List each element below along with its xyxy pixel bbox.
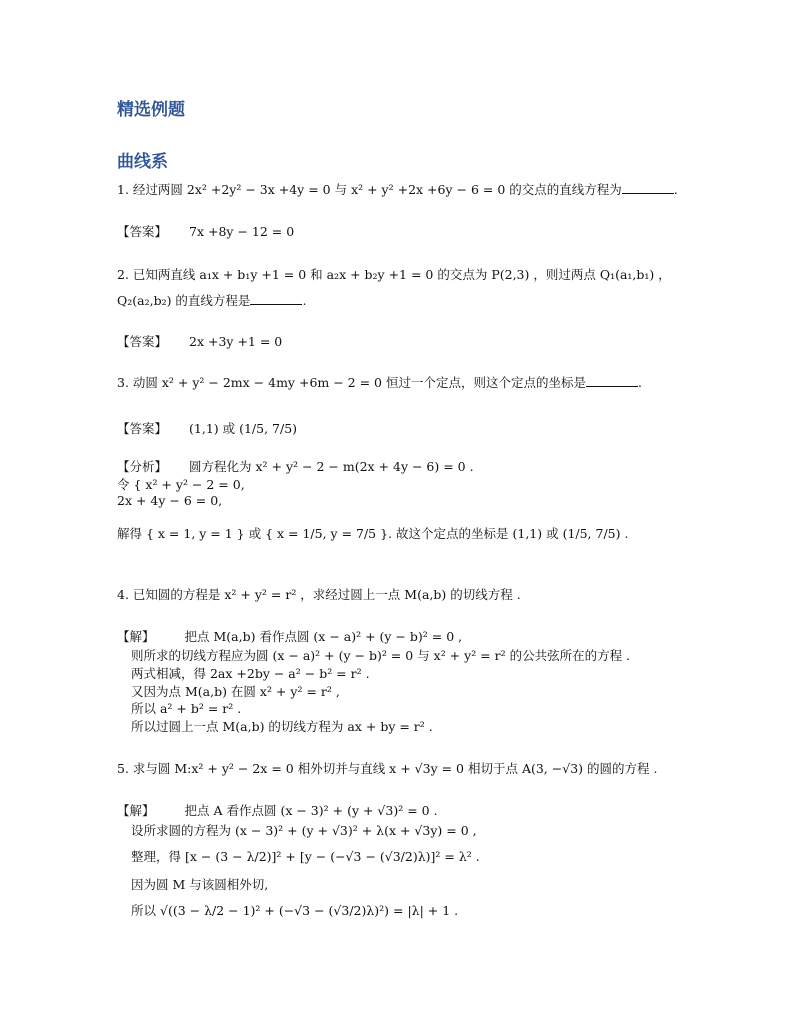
question-2-end: . — [302, 293, 307, 308]
analysis-3-line-4: 解得 { x = 1, y = 1 } 或 { x = 1/5, y = 7/5 }. 故这个定点的坐标是 (1,1) 或 (1/5, 7/5) . — [117, 526, 629, 541]
answer-label: 【答案】 — [117, 421, 168, 436]
solution-label: 【解】 — [117, 803, 155, 818]
solution-5-line-2: 设所求圆的方程为 (x − 3)² + (y + √3)² + λ(x + √3y) = 0 , — [131, 823, 477, 838]
solution-5-line-4: 因为圆 M 与该圆相外切, — [131, 877, 269, 892]
question-1-end: . — [673, 182, 678, 197]
question-4: 4. 已知圆的方程是 x² + y² = r² ，求经过圆上一点 M(a,b) 的切线方程 . — [117, 587, 521, 602]
section-title: 精选例题 — [117, 100, 185, 120]
answer-2-text: 2x +3y +1 = 0 — [189, 334, 283, 349]
answer-blank — [622, 181, 674, 194]
solution-4-line-1 — [117, 628, 462, 645]
answer-label: 【答案】 — [117, 224, 168, 239]
question-3 — [117, 374, 642, 391]
analysis-3-line-2: 令 { x² + y² − 2 = 0, — [117, 477, 245, 492]
answer-2 — [117, 333, 282, 350]
analysis-label: 【分析】 — [117, 459, 168, 474]
solution-label: 【解】 — [117, 629, 155, 644]
question-3-end: . — [637, 375, 642, 390]
solution-4-line-5: 所以 a² + b² = r² . — [131, 701, 242, 716]
question-2-text: Q₂(a₂,b₂) 的直线方程是 — [117, 293, 251, 308]
analysis-3-text: 圆方程化为 x² + y² − 2 − m(2x + 4y − 6) = 0 . — [189, 459, 474, 474]
analysis-3-line-1 — [117, 458, 474, 475]
answer-label: 【答案】 — [117, 334, 168, 349]
question-2-line-2 — [117, 292, 306, 309]
answer-3-text: (1,1) 或 (1/5, 7/5) — [189, 421, 298, 436]
solution-5-text: 把点 A 看作点圆 (x − 3)² + (y + √3)² = 0 . — [184, 803, 438, 818]
question-1 — [117, 181, 678, 198]
answer-blank — [586, 374, 638, 387]
solution-4-line-4: 又因为点 M(a,b) 在圆 x² + y² = r² , — [131, 684, 340, 699]
subsection-title: 曲线系 — [117, 152, 168, 172]
answer-3 — [117, 420, 297, 437]
answer-blank — [250, 292, 302, 305]
solution-4-line-6: 所以过圆上一点 M(a,b) 的切线方程为 ax + by = r² . — [131, 719, 433, 734]
solution-5-line-3: 整理，得 [x − (3 − λ/2)]² + [y − (−√3 − (√3/2)λ)]² = λ² . — [131, 849, 480, 864]
solution-5-line-1 — [117, 802, 438, 819]
solution-4-line-2: 则所求的切线方程应为圆 (x − a)² + (y − b)² = 0 与 x² + y² = r² 的公共弦所在的方程 . — [131, 648, 631, 663]
answer-1-text: 7x +8y − 12 = 0 — [189, 224, 295, 239]
question-5: 5. 求与圆 M:x² + y² − 2x = 0 相外切并与直线 x + √3y = 0 相切于点 A(3, −√3) 的圆的方程 . — [117, 761, 658, 776]
question-2-line-1: 2. 已知两直线 a₁x + b₁y +1 = 0 和 a₂x + b₂y +1 = 0 的交点为 P(2,3) ，则过两点 Q₁(a₁,b₁) ， — [117, 267, 671, 282]
question-1-text: 1. 经过两圆 2x² +2y² − 3x +4y = 0 与 x² + y² +2x +6y − 6 = 0 的交点的直线方程为 — [117, 182, 622, 197]
analysis-3-line-3: 2x + 4y − 6 = 0, — [117, 493, 223, 508]
question-3-text: 3. 动圆 x² + y² − 2mx − 4my +6m − 2 = 0 恒过一个定点，则这个定点的坐标是 — [117, 375, 586, 390]
answer-1 — [117, 223, 294, 240]
solution-5-line-5: 所以 √((3 − λ/2 − 1)² + (−√3 − (√3/2)λ)²) = |λ| + 1 . — [131, 903, 459, 918]
solution-4-line-3: 两式相减，得 2ax +2by − a² − b² = r² . — [131, 666, 370, 681]
solution-4-text: 把点 M(a,b) 看作点圆 (x − a)² + (y − b)² = 0 , — [184, 629, 463, 644]
